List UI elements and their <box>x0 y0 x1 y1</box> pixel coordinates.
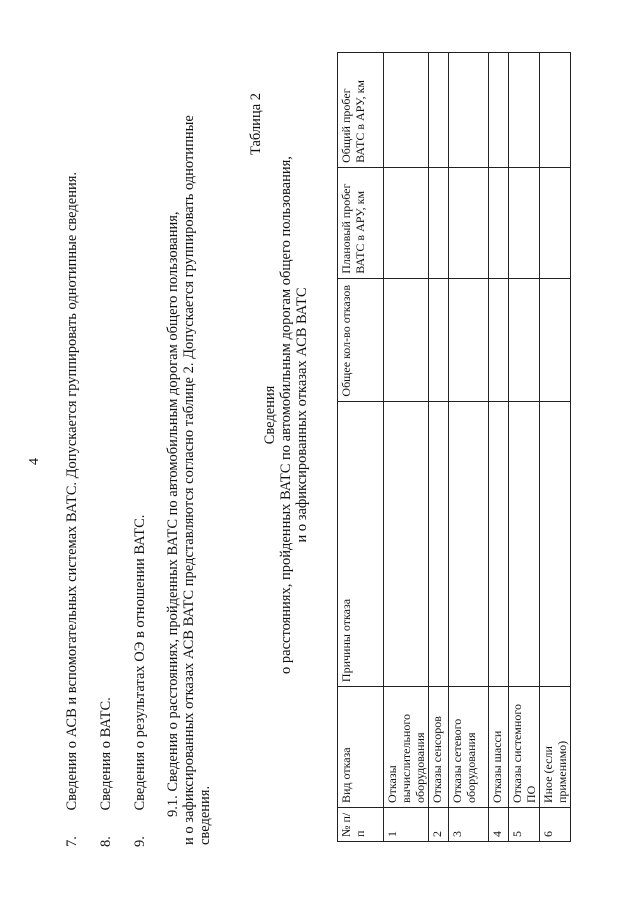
cell-count <box>429 278 449 401</box>
row-number: 6 <box>540 808 571 842</box>
item-text: Сведения о результатах ОЭ в отношении ВАТС. <box>132 514 148 811</box>
cell-count <box>540 278 571 401</box>
table-row <box>509 53 540 842</box>
paragraph-line-2: и о зафиксированных отказах АСВ ВАТС представляются согласно таблице 2. Допускается группировать однотипные <box>181 115 197 845</box>
item-number: 9. <box>132 836 148 847</box>
page-number: 4 <box>27 458 42 465</box>
cell-cause <box>489 401 509 687</box>
cell-count <box>489 278 509 401</box>
header-planned-mileage: Плановый пробег ВАТС в АРУ, км <box>338 167 384 278</box>
table-row <box>449 53 489 842</box>
cell-cause <box>384 401 429 687</box>
table-row <box>384 53 429 842</box>
caption-line-3: и о зафиксированных отказах АСВ ВАТС <box>294 287 310 543</box>
cell-planned <box>384 167 429 278</box>
cell-planned <box>429 167 449 278</box>
cell-planned <box>489 167 509 278</box>
row-type: Отказы вычислительного оборудования <box>384 687 429 808</box>
cell-total <box>449 53 489 168</box>
caption-title: Сведения <box>262 385 278 445</box>
table-label: Таблица 2 <box>248 92 264 155</box>
cell-total <box>489 53 509 168</box>
header-total-mileage: Общий пробег ВАТС в АРУ, км <box>338 53 384 168</box>
row-type: Иное (если применимо) <box>540 687 571 808</box>
header-type: Вид отказа <box>338 687 384 808</box>
row-number: 4 <box>489 808 509 842</box>
item-number: 8. <box>98 836 114 847</box>
cell-planned <box>540 167 571 278</box>
cell-total <box>509 53 540 168</box>
row-type: Отказы сетевого оборудования <box>449 687 489 808</box>
cell-cause <box>429 401 449 687</box>
cell-count <box>384 278 429 401</box>
item-9 <box>132 515 148 847</box>
header-count: Общее кол-во отказов <box>338 278 384 401</box>
paragraph-line-3: сведения. <box>197 785 213 845</box>
paragraph-line-1: 9.1. Сведения о расстояниях, пройденных ВАТС по автомобильным дорогам общего пользования, <box>165 211 181 817</box>
item-text: Сведения о ВАТС. <box>98 697 114 811</box>
cell-total <box>540 53 571 168</box>
header-cause: Причины отказа <box>338 401 384 687</box>
row-type: Отказы шасси <box>489 687 509 808</box>
cell-count <box>449 278 489 401</box>
item-8 <box>98 697 114 847</box>
data-table <box>337 52 571 842</box>
row-type: Отказы сенсоров <box>429 687 449 808</box>
item-text: Сведения о АСВ и вспомогательных системах ВАТС. Допускается группировать однотипные сведения. <box>64 171 80 811</box>
row-number: 1 <box>384 808 429 842</box>
row-number: 3 <box>449 808 489 842</box>
row-type: Отказы системного ПО <box>509 687 540 808</box>
table-row <box>429 53 449 842</box>
table-row <box>540 53 571 842</box>
item-7 <box>64 172 80 847</box>
table-header-row <box>338 53 384 842</box>
caption-line-2: о расстояниях, пройденных ВАТС по автомобильным дорогам общего пользования, <box>278 156 294 674</box>
header-num: № п/п <box>338 808 384 842</box>
cell-planned <box>509 167 540 278</box>
cell-total <box>429 53 449 168</box>
item-number: 7. <box>64 836 80 847</box>
table-row <box>489 53 509 842</box>
cell-count <box>509 278 540 401</box>
cell-cause <box>509 401 540 687</box>
row-number: 5 <box>509 808 540 842</box>
cell-cause <box>540 401 571 687</box>
cell-total <box>384 53 429 168</box>
table-caption <box>262 155 310 675</box>
row-number: 2 <box>429 808 449 842</box>
cell-planned <box>449 167 489 278</box>
cell-cause <box>449 401 489 687</box>
